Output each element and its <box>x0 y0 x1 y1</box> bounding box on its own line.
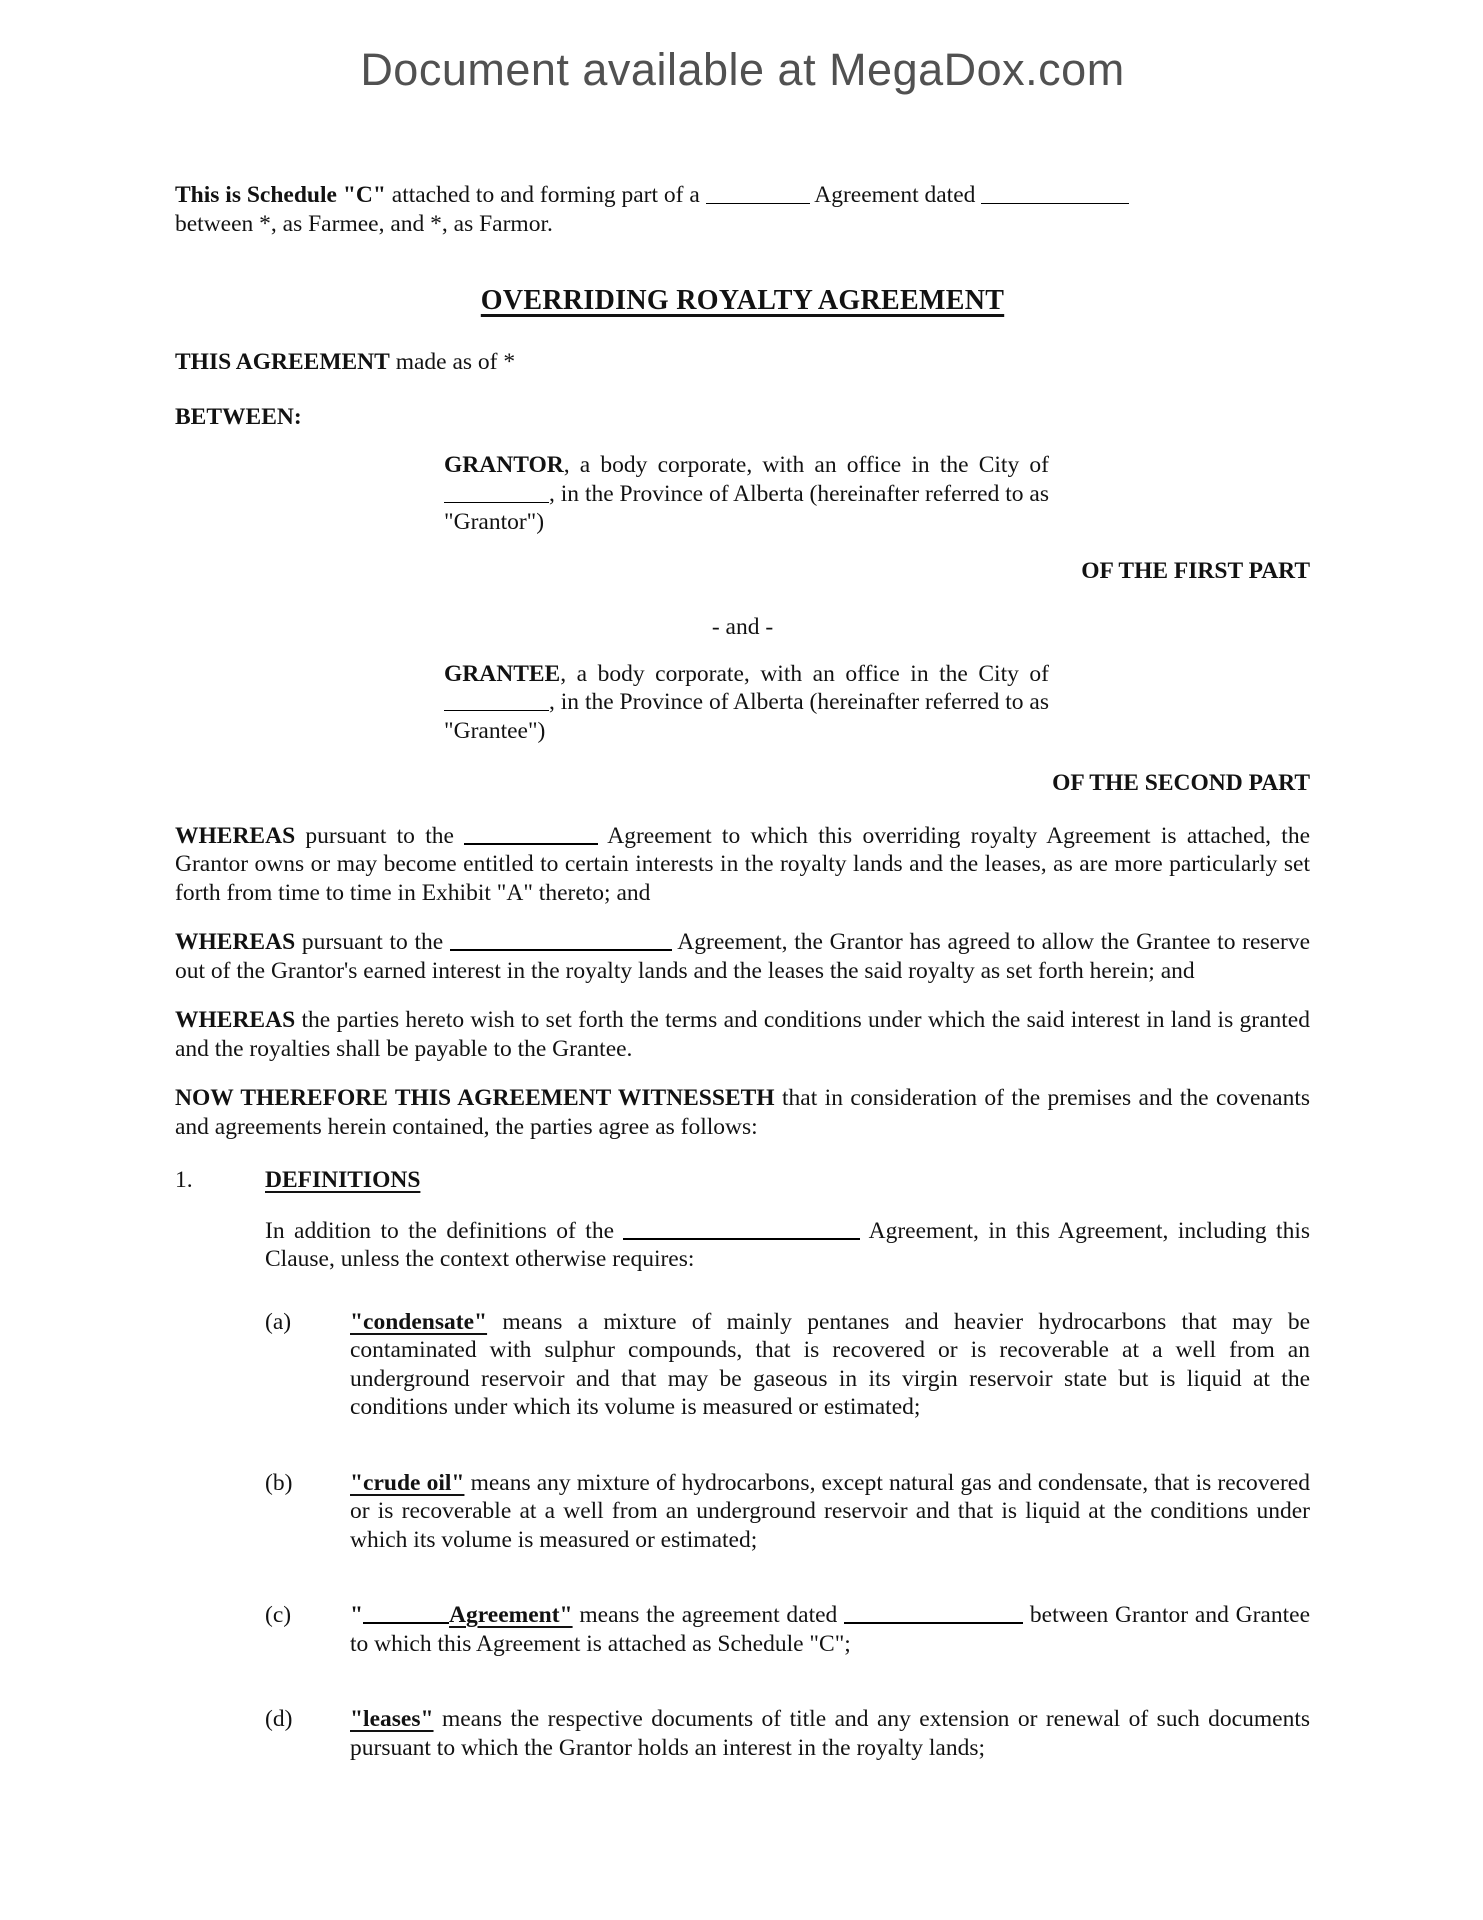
item-text-c1: means the agreement dated <box>572 1602 845 1628</box>
whereas-lead-2: WHEREAS <box>175 929 296 955</box>
blank-grantee-city <box>444 708 549 711</box>
whereas1-text-2: Agreement to which this overriding royalty Agreement is attached, the Grantor owns or may become entitled to certain interests in the royalty lands and the leases, as are more particularly set forth from time to time in Exhibit "A" thereto; and <box>175 822 1311 906</box>
item-text-b: means any mixture of hydrocarbons, except natural gas and condensate, that is recovered or is recoverable at a well from an underground reservoir and that is liquid at the conditions under which its volume is measured or estimated; <box>350 1469 1310 1553</box>
term-leases: "leases" <box>350 1706 434 1732</box>
whereas3-text: the parties hereto wish to set forth the terms and conditions under which the said interest in land is granted and the royalties shall be payable to the Grantee. <box>175 1007 1310 1062</box>
term-agreement-open-quote: " <box>350 1602 364 1628</box>
whereas-paragraph-1 <box>175 822 1310 908</box>
whereas2-text-2: Agreement, the Grantor has agreed to allow the Grantee to reserve out of the Grantor's earned interest in the royalty lands and the leases the said royalty as set forth herein; and <box>175 929 1310 984</box>
of-first-part-line: OF THE FIRST PART <box>1081 557 1310 584</box>
now-therefore-paragraph <box>175 1084 1310 1141</box>
definition-item-c <box>265 1601 1310 1658</box>
schedule-text-2: Agreement dated <box>809 182 982 208</box>
definition-item-b <box>265 1469 1310 1555</box>
definition-item-d <box>265 1705 1310 1762</box>
item-letter-c: (c) <box>265 1602 292 1628</box>
item-text-d: means the respective documents of title and any extension or renewal of such documents pursuant to which the Grantor holds an interest in the royalty lands; <box>350 1706 1310 1761</box>
schedule-lead: This is Schedule "C" <box>175 182 386 208</box>
definitions-heading: DEFINITIONS <box>265 1167 421 1193</box>
blank-agreement-dated <box>844 1620 1023 1624</box>
between-label <box>175 403 1310 432</box>
item-letter-d: (d) <box>265 1706 293 1732</box>
grantor-text-1: , a body corporate, with an office in the City of <box>563 452 1049 478</box>
definitions-intro <box>265 1217 1310 1274</box>
now-therefore-text: that in consideration of the premises and the covenants and agreements herein contained, the parties agree as follows: <box>175 1085 1310 1140</box>
document-body <box>175 181 1310 1762</box>
now-therefore-lead: NOW THEREFORE THIS AGREEMENT WITNESSETH <box>175 1085 775 1111</box>
def-intro-text-2: Agreement, in this Agreement, including this Clause, unless the context otherwise requires: <box>265 1217 1311 1272</box>
whereas-paragraph-3 <box>175 1006 1310 1063</box>
site-watermark: Document available at MegaDox.com <box>360 44 1125 95</box>
blank-agreement-name <box>363 1620 449 1624</box>
made-as-of-line <box>175 348 1310 377</box>
and-separator: - and - <box>711 614 774 640</box>
schedule-intro-paragraph <box>175 181 1310 238</box>
whereas1-text-1: pursuant to the <box>295 822 465 849</box>
made-as-of-text: made as of * <box>389 349 516 375</box>
grantee-text-2: , in the Province of Alberta (hereinafter referred to as "Grantee") <box>444 689 1049 744</box>
whereas2-text-1: pursuant to the <box>295 929 450 955</box>
definitions-heading-row <box>175 1166 1310 1195</box>
clause-number: 1. <box>175 1167 193 1193</box>
schedule-text-3: between *, as Farmee, and *, as Farmor. <box>175 210 553 237</box>
item-body-d <box>350 1705 1310 1762</box>
whereas-lead-3: WHEREAS <box>175 1007 296 1033</box>
blank-agreement-date <box>981 201 1129 204</box>
item-body-a <box>350 1308 1310 1422</box>
item-letter-a: (a) <box>265 1308 292 1335</box>
blank-definitions-agreement <box>623 1236 860 1240</box>
grantee-lead: GRANTEE <box>444 660 561 687</box>
grantee-text-1: , a body corporate, with an office in the City of <box>560 660 1049 687</box>
this-agreement-lead: THIS AGREEMENT <box>175 349 390 375</box>
term-agreement: Agreement" <box>449 1602 573 1628</box>
blank-grantor-city <box>444 500 549 503</box>
schedule-text-1: attached to and forming part of a <box>385 182 706 208</box>
grantor-lead: GRANTOR <box>444 452 564 478</box>
grantee-block <box>444 660 1049 746</box>
definition-item-a <box>265 1308 1310 1422</box>
document-title: OVERRIDING ROYALTY AGREEMENT <box>480 285 1005 316</box>
grantor-block <box>444 451 1049 537</box>
grantor-text-2: , in the Province of Alberta (hereinafter referred to as "Grantor") <box>444 480 1049 535</box>
whereas-paragraph-2 <box>175 928 1310 985</box>
blank-agreement-type <box>706 201 810 204</box>
blank-whereas1-agreement <box>464 841 598 845</box>
item-body-c <box>350 1601 1310 1658</box>
item-letter-b: (b) <box>265 1469 293 1496</box>
blank-whereas2-agreement <box>450 947 672 951</box>
item-text-c2: between Grantor and Grantee to which this Agreement is attached as Schedule "C"; <box>350 1602 1310 1657</box>
term-condensate: "condensate" <box>350 1308 488 1335</box>
item-body-b <box>350 1469 1310 1555</box>
between-text: BETWEEN: <box>175 403 302 430</box>
whereas-lead-1: WHEREAS <box>175 822 296 849</box>
item-text-a: means a mixture of mainly pentanes and heavier hydrocarbons that may be contaminated with sulphur compounds, that is recovered or is recoverable at a well from an underground reservoir and that may be gaseous in its virgin reservoir state but is liquid at the conditions under which its volume is measured or estimated; <box>350 1308 1310 1420</box>
term-crude-oil: "crude oil" <box>350 1469 465 1496</box>
def-intro-text-1: In addition to the definitions of the <box>265 1217 624 1244</box>
of-second-part-line: OF THE SECOND PART <box>1052 770 1310 796</box>
